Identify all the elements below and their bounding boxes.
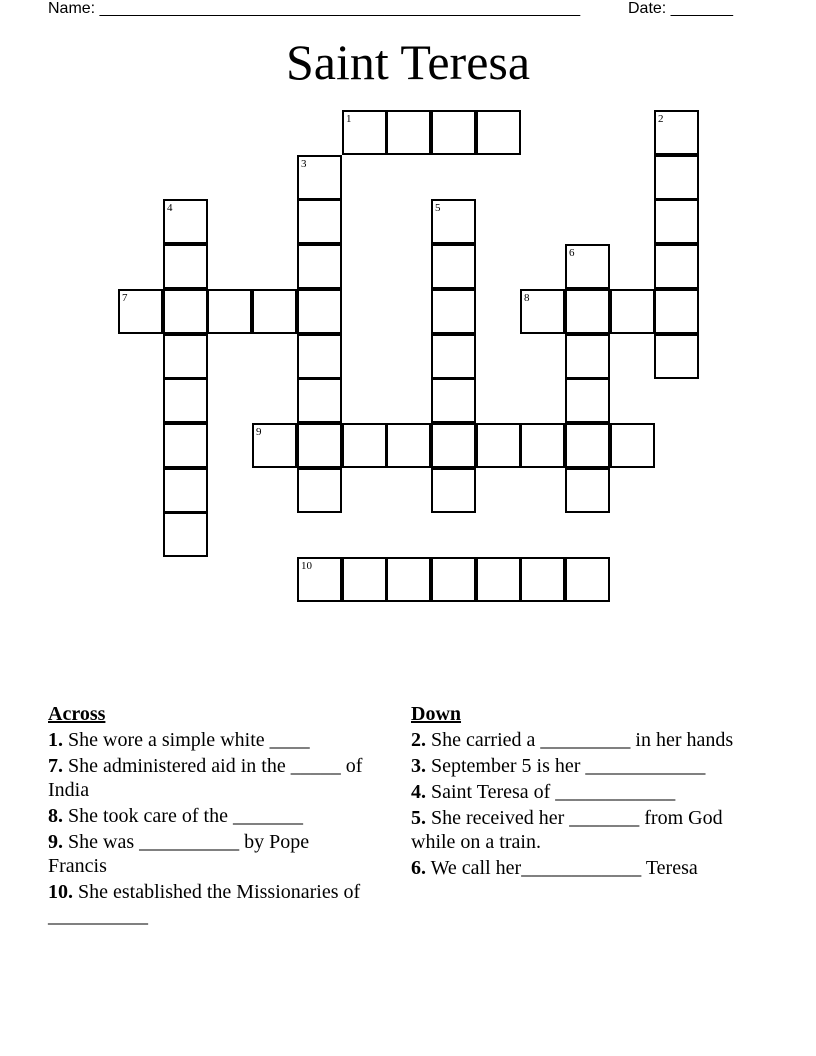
clue-text: September 5 is her ____________ — [431, 755, 706, 777]
grid-cell[interactable] — [654, 199, 699, 244]
clue-text: She received her _______ from God while on a train. — [411, 807, 723, 853]
grid-cell[interactable] — [342, 110, 387, 155]
down-clue — [411, 728, 741, 752]
grid-cell[interactable] — [610, 289, 655, 334]
grid-cell[interactable] — [297, 244, 342, 289]
grid-cell[interactable] — [163, 244, 208, 289]
grid-cell[interactable] — [252, 423, 297, 468]
across-clue — [48, 754, 368, 802]
grid-cell[interactable] — [163, 468, 208, 513]
grid-cell[interactable] — [163, 199, 208, 244]
clue-number: 4. — [411, 781, 426, 803]
grid-cell[interactable] — [654, 289, 699, 334]
grid-cell[interactable] — [342, 557, 387, 602]
grid-cell[interactable] — [163, 289, 208, 334]
across-clue — [48, 804, 368, 828]
grid-cell[interactable] — [297, 378, 342, 423]
grid-cell[interactable] — [342, 423, 387, 468]
clue-number: 7. — [48, 755, 63, 777]
clue-text: She was __________ by Pope Francis — [48, 831, 310, 877]
down-heading: Down — [411, 703, 462, 725]
grid-cell[interactable] — [163, 378, 208, 423]
grid-cell[interactable] — [163, 334, 208, 379]
down-clue — [411, 856, 741, 880]
grid-cell[interactable] — [476, 110, 521, 155]
grid-cell[interactable] — [431, 110, 476, 155]
grid-cell[interactable] — [520, 289, 565, 334]
grid-cell[interactable] — [118, 289, 163, 334]
grid-cell[interactable] — [297, 155, 342, 200]
clue-number-label: 5 — [435, 202, 441, 214]
grid-cell[interactable] — [565, 557, 610, 602]
grid-cell[interactable] — [297, 557, 342, 602]
across-clues — [48, 702, 368, 930]
grid-cell[interactable] — [654, 244, 699, 289]
grid-cell[interactable] — [565, 244, 610, 289]
grid-cell[interactable] — [431, 199, 476, 244]
across-clue — [48, 880, 368, 928]
grid-cell[interactable] — [431, 557, 476, 602]
across-heading: Across — [48, 703, 106, 725]
grid-cell[interactable] — [476, 557, 521, 602]
clue-number: 5. — [411, 807, 426, 829]
grid-cell[interactable] — [207, 289, 252, 334]
grid-cell[interactable] — [163, 423, 208, 468]
clue-number-label: 2 — [658, 113, 664, 125]
name-field[interactable]: Name: ______________________________________________________ — [48, 0, 581, 17]
date-field[interactable]: Date: _______ — [628, 0, 733, 17]
clue-text: We call her____________ Teresa — [430, 857, 698, 879]
clue-text: Saint Teresa of ____________ — [431, 781, 676, 803]
grid-cell[interactable] — [297, 289, 342, 334]
grid-cell[interactable] — [386, 110, 431, 155]
page-title: Saint Teresa — [285, 34, 531, 90]
clue-number: 3. — [411, 755, 426, 777]
clue-number-label: 1 — [346, 113, 352, 125]
clue-number-label: 7 — [122, 292, 128, 304]
clue-number-label: 4 — [167, 202, 173, 214]
grid-cell[interactable] — [654, 110, 699, 155]
clue-number: 6. — [411, 857, 426, 879]
clue-text: She administered aid in the _____ of India — [48, 755, 363, 801]
grid-cell[interactable] — [431, 289, 476, 334]
across-clue — [48, 728, 368, 752]
clue-number: 10. — [48, 881, 73, 903]
grid-cell[interactable] — [297, 423, 342, 468]
clue-number: 8. — [48, 805, 63, 827]
grid-cell[interactable] — [654, 334, 699, 379]
grid-cell[interactable] — [565, 378, 610, 423]
clue-number: 1. — [48, 729, 63, 751]
down-clues — [411, 702, 741, 882]
clue-text: She wore a simple white ____ — [68, 729, 310, 751]
grid-cell[interactable] — [297, 199, 342, 244]
grid-cell[interactable] — [520, 423, 565, 468]
down-clue — [411, 806, 741, 854]
grid-cell[interactable] — [386, 423, 431, 468]
clue-number-label: 8 — [524, 292, 530, 304]
clue-text: She took care of the _______ — [68, 805, 303, 827]
grid-cell[interactable] — [252, 289, 297, 334]
grid-cell[interactable] — [610, 423, 655, 468]
grid-cell[interactable] — [431, 468, 476, 513]
grid-cell[interactable] — [476, 423, 521, 468]
clue-number: 9. — [48, 831, 63, 853]
grid-cell[interactable] — [431, 334, 476, 379]
clue-number-label: 9 — [256, 426, 262, 438]
grid-cell[interactable] — [654, 155, 699, 200]
clue-number-label: 10 — [301, 560, 312, 572]
across-clue — [48, 830, 368, 878]
down-clue — [411, 780, 741, 804]
grid-cell[interactable] — [431, 378, 476, 423]
grid-cell[interactable] — [565, 289, 610, 334]
grid-cell[interactable] — [520, 557, 565, 602]
grid-cell[interactable] — [386, 557, 431, 602]
grid-cell[interactable] — [565, 334, 610, 379]
grid-cell[interactable] — [297, 468, 342, 513]
clue-text: She established the Missionaries of __________ — [48, 881, 361, 927]
grid-cell[interactable] — [565, 468, 610, 513]
grid-cell[interactable] — [565, 423, 610, 468]
grid-cell[interactable] — [163, 512, 208, 557]
clue-number-label: 6 — [569, 247, 575, 259]
grid-cell[interactable] — [431, 423, 476, 468]
down-clue — [411, 754, 741, 778]
grid-cell[interactable] — [431, 244, 476, 289]
clue-number: 2. — [411, 729, 426, 751]
clue-text: She carried a _________ in her hands — [431, 729, 734, 751]
grid-cell[interactable] — [297, 334, 342, 379]
clue-number-label: 3 — [301, 158, 307, 170]
